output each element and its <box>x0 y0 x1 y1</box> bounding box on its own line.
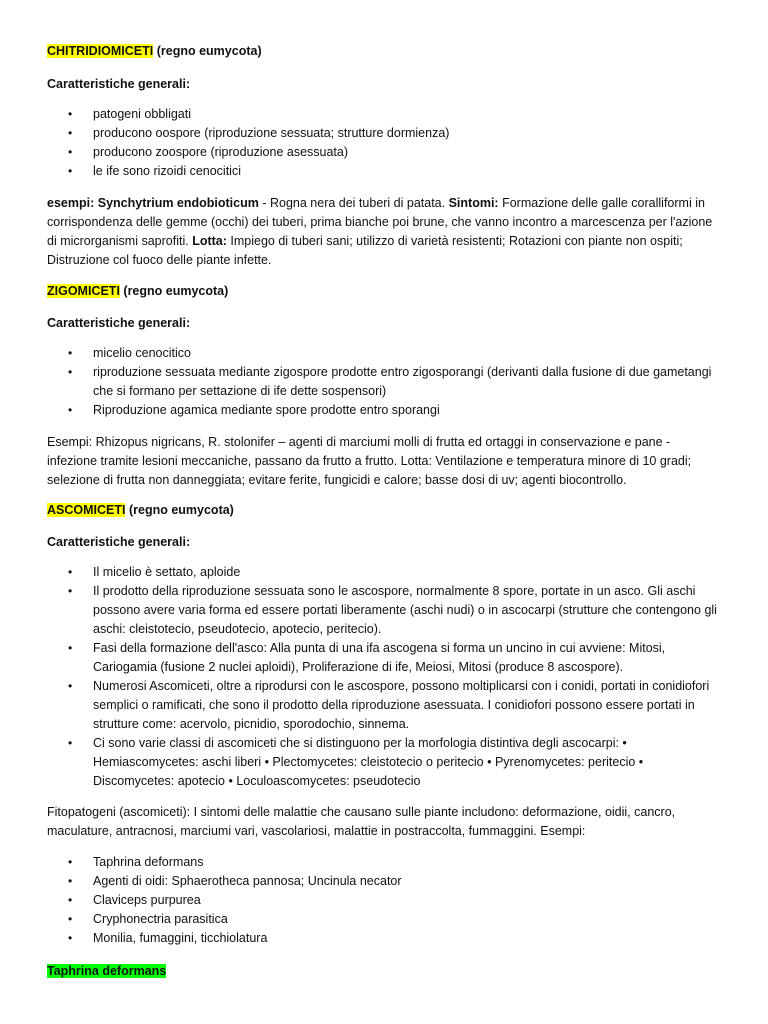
heading-regno: (regno eumycota) <box>123 284 229 298</box>
bullet-list <box>47 344 720 420</box>
list-item: • Cryphonectria parasitica <box>47 910 720 929</box>
list-item: • Numerosi Ascomiceti, oltre a riprodursi con le ascospore, possono moltiplicarsi con i conidi, portati in conidiofori semplici o ramificati, che sono il prodotto della riproduzione asessuata. I conidiofori possono essere portati in strutture come: acervolo, picnidio, sporodochio, sinnema. <box>47 677 720 734</box>
heading-title: Taphrina deformans <box>47 964 167 978</box>
esempi-label: esempi: <box>47 196 95 210</box>
caratteristiche-label: Caratteristiche generali: <box>47 535 191 549</box>
fitopatogeni-paragraph: Fitopatogeni (ascomiceti): I sintomi delle malattie che causano sulle piante includono: deformazione, oidii, cancro, maculature, antracnosi, marciumi vari, vascolariosi, malattie in postraccolta, fummaggini. Esempi: <box>47 805 676 838</box>
list-item: • le ife sono rizoidi cenocitici <box>47 162 720 181</box>
esempi-text: Formazione delle galle coralliformi in corrispondenza delle gemme (occhi) dei tuberi, prima bianche poi brune, che vanno incontro a marcescenza per l'azione di microrganismi saprofiti. <box>47 196 713 248</box>
bullet-list <box>47 105 720 181</box>
sintomi-label: Sintomi: <box>448 196 499 210</box>
list-item: • Il prodotto della riproduzione sessuata sono le ascospore, normalmente 8 spore, portate in un asco. Gli aschi possono avere varia forma ed essere portati liberamente (aschi nudi) o in ascocarpi (strutture che contengono gli aschi: cleistotecio, pseudotecio, apotecio, peritecio). <box>47 582 720 639</box>
list-item: • Agenti di oidi: Sphaerotheca pannosa; Uncinula necator <box>47 872 720 891</box>
list-item: • Monilia, fumaggini, ticchiolatura <box>47 929 720 948</box>
lotta-label: Lotta: <box>192 234 227 248</box>
list-item: • Il micelio è settato, aploide <box>47 563 720 582</box>
heading-regno: (regno eumycota) <box>128 503 234 517</box>
caratteristiche-label: Caratteristiche generali: <box>47 77 191 91</box>
bullet-list <box>47 563 720 791</box>
heading-regno: (regno eumycota) <box>156 44 262 58</box>
list-item: • Taphrina deformans <box>47 853 720 872</box>
list-item: • producono zoospore (riproduzione asessuata) <box>47 143 720 162</box>
heading-chitridiomiceti <box>47 42 720 61</box>
esempi-text: Impiego di tuberi sani; utilizzo di varietà resistenti; Rotazioni con piante non ospiti; Distruzione col fuoco delle piante infette. <box>47 234 683 267</box>
esempi-text: - Rogna nera dei tuberi di patata. <box>258 196 449 210</box>
heading-title: ZIGOMICETI <box>47 284 120 298</box>
list-item: • Fasi della formazione dell'asco: Alla punta di una ifa ascogena si forma un uncino in cui avviene: Mitosi, Cariogamia (fusione 2 nuclei aploidi), Proliferazione di ife, Meiosi, Mitosi (produce 8 ascospore). <box>47 639 720 677</box>
esempi-paragraph: Esempi: Rhizopus nigricans, R. stolonifer – agenti di marciumi molli di frutta ed ortaggi in conservazione e pane - infezione tramite lesioni meccaniche, passano da frutto a frutto. Lotta: Ventilazione e temperatura minore di 10 gradi; selezione di frutta non danneggiata; evitare ferite, fungicidi e calore; basse dosi di uv; agenti biocontrollo. <box>47 435 692 487</box>
heading-taphrina <box>47 962 720 981</box>
list-item: • Riproduzione agamica mediante spore prodotte entro sporangi <box>47 401 720 420</box>
heading-title: ASCOMICETI <box>47 503 126 517</box>
list-item: • patogeni obbligati <box>47 105 720 124</box>
caratteristiche-label: Caratteristiche generali: <box>47 316 191 330</box>
list-item: • micelio cenocitico <box>47 344 720 363</box>
list-item: • producono oospore (riproduzione sessuata; strutture dormienza) <box>47 124 720 143</box>
esempi-paragraph <box>47 194 720 270</box>
list-item: • Ci sono varie classi di ascomiceti che si distinguono per la morfologia distintiva degli ascocarpi: • Hemiascomycetes: aschi liberi • Plectomycetes: cleistotecio o peritecio • Pyrenomycetes: peritecio • Discomycetes: apotecio • Loculoascomycetes: pseudotecio <box>47 734 720 791</box>
esempi-list <box>47 853 720 948</box>
species-name: Synchytrium endobioticum <box>97 196 259 210</box>
heading-zigomiceti <box>47 282 720 301</box>
heading-ascomiceti <box>47 501 720 520</box>
heading-title: CHITRIDIOMICETI <box>47 44 154 58</box>
list-item: • riproduzione sessuata mediante zigospore prodotte entro zigosporangi (derivanti dalla fusione di due gametangi che si formano per settazione di ife dette sospensori) <box>47 363 720 401</box>
list-item: • Claviceps purpurea <box>47 891 720 910</box>
